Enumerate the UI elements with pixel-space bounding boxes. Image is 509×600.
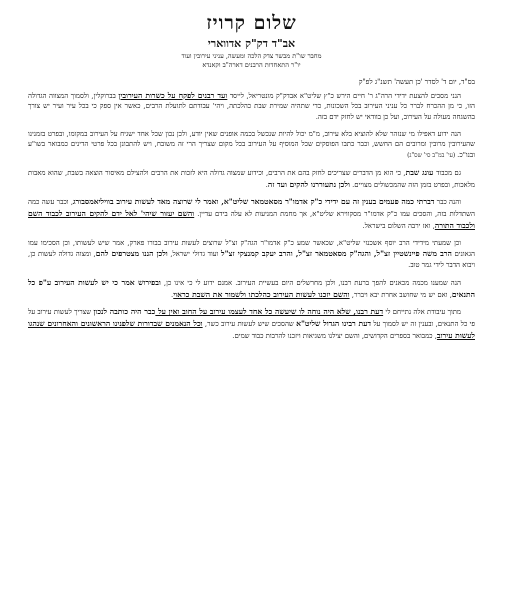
paragraph-text-segment: גם מכבוד: [436, 168, 461, 177]
paragraph-text-segment: מתוך עיבודת אלה נתייחם לי: [383, 308, 462, 317]
paragraph-text-segment: .: [171, 290, 174, 299]
paragraph-text-segment: ובפירוש אמר כי יש לעשות העירוב ע"פ כל התנאים: [28, 277, 475, 299]
paragraph-text-segment: , כי הוא מן הדברים שצריכים לחזק בהם את הרבים, וכידוע שמצוה גדולה היא לזכות את הרבים ולהצילם מאיסור הוצאה בשבת, שהוא מאבות מלאכות, ובפרט בזמן הזה שהמכשולים מצויים.: [28, 168, 475, 189]
paragraph-text-segment: והנה כבר: [434, 198, 461, 207]
paragraph: [28, 238, 475, 271]
paragraph-text-segment: בברוקלין, ולסמוך המצווה הגדולה הזו, כי מן ההכרח לברר כל עניני העירוב בכל השכונות, כדי שתהיה שמירת שבת כהלכתה, ויהי' עבודתם לתועלת הרבים, כאשר אין ספק כי בכל עיר ועיר יש צורך בהשגחה מעולה על העירוב, ועל כן בוודאי יש לחזק ידם בזה.: [28, 91, 475, 121]
letterhead-line-2: יו"ר התאחדות הרבנים דארה"ב וקאנדא: [202, 60, 301, 69]
paragraph-text-segment: הנה שמענו מכמה מכאנים להפך ברעת רבנו, ולכן מחרשלים היום בעשיית העירוב. אמנם ידוע לי כי אינו כן,: [160, 278, 461, 287]
paragraph-text-segment: דעת רבינו הגדול שליט"א: [296, 319, 372, 329]
paragraph-text-segment: , ומצוה גדולה לעשות כן, ויבוא הדבר לידי גמר טוב.: [28, 250, 475, 270]
paragraph-text-segment: והשם יזכנו לעשות העירוב כהלכתו ולשמור את השבת כראוי: [173, 289, 350, 299]
paragraph-text-segment: הנה ידוע דאפילו מי שנזהר שלא להוציא בלא עירוב, מ"מ יכול להיות שנכשל בכמה אופנים שאין יודע, ולכן נכון שכל אחד ישגיח על העירוב במקומו, ובפרט בזמנינו שהעירובין מרובין ומרובים הם החשש, וכבר כתבו הפוסקים שכל המוסיף על העירוב בכל מקום שצריך הרי זה משובח, ויש להתבונן בכל פרטי הדינים כמבואר בשו"ע ובנו"כ.: [28, 129, 475, 160]
paragraph-text-segment: הרב משה פיינשטיין זצ"ל, והגה"ק מסאטמאר זצ"ל, והרב יעקב קמנצקי זצ"ל: [221, 249, 452, 259]
paragraph-text-segment: ועד רבנים לפקח על כשרות העירובין: [118, 90, 228, 100]
paragraph: [28, 129, 475, 161]
paragraph: [28, 196, 475, 231]
letterhead: [28, 12, 475, 70]
paragraph-text-segment: שצריך לעשות עירוב על פי כל התנאים, ובענין זה יש לסמוך על: [28, 308, 476, 329]
letterhead-position: אב"ד דק"ק אדווארי: [207, 37, 296, 50]
paragraph-text-segment: ולכן הננו מצטרפים להם: [95, 249, 168, 259]
paragraph-text-segment: כבר היה כותבה לנכון: [93, 307, 156, 317]
paragraph-text-segment: הנני מסכים להצעת ידידי הרה"ג ר' חיים הירש כ"ץ שליט"א אבדק"ק מונטריאל, לייסד: [227, 91, 461, 100]
letter-body: [28, 90, 475, 342]
paragraph-text-segment: , וכבר עשה כמה השתדלות בזה, והסכים עמו כ"ק אדמו"ר מסקווירא שליט"א, אך מחמת המניעות לא עלה בידם עדיין.: [28, 198, 475, 219]
paragraph: [28, 277, 475, 301]
paragraph-text-segment: דעת רבנו, שלא היה נוחה לו שיעשה כל אחד לעצמו עירוב על החוב ואין על: [155, 307, 384, 317]
letterhead-name: שלום קרויז: [206, 12, 297, 34]
paragraph-text-segment: ועוד גדולי ישראל,: [167, 250, 222, 259]
paragraph: [28, 90, 475, 123]
paragraph-text-segment: ולכן נתעוררנו להקים ועד זה: [267, 179, 350, 189]
paragraph-text-segment: וכן שמעתי מידידי הרב יוסף אשכנזי שליט"א, שכאשר שמע כ"ק אדמו"ר הגה"ק זצ"ל שרוצים לעשות עירוב בבורו פארק, אמר שיש לעשותו, וכן הסכימו עמו הגאונים: [28, 238, 475, 259]
letterhead-line-1: מחבר שו"ת מבשר צדק הלכה ומעשה, עניני עירובין ועוד: [181, 52, 322, 60]
paragraph-text-segment: (עי' במ"ב סי' שס"ג): [407, 152, 458, 160]
paragraph-text-segment: וכל הנאמנים שבדורות שלפנינו הראשונים והאחרונים שנהגו לעשות עירוב: [28, 319, 475, 340]
paragraph-text-segment: .: [265, 180, 268, 189]
paragraph-text-segment: עונג שבת: [405, 167, 437, 177]
date-line: בס"ד, יום ד' לסדר 'כן תעשה' תשנ"ג לפ"ק: [358, 77, 475, 86]
paragraph-text-segment: דברתי כמה פעמים בענין זה עם ידידי כ"ק אדמו"ר מסאטמאר שליט"א, ואמר לי שרוצה מאד לעשות עירוב בוויליאמסבורג: [73, 197, 435, 207]
paragraph-text-segment: , ואז ירבה השלום בישראל.: [362, 221, 435, 230]
paragraph-text-segment: והשם יעזור שיהי' לאל ידם להקים העירוב לכבוד השם ולכבוד התורה: [28, 209, 475, 230]
paragraph-text-segment: שהסכים שיש לעשות עירוב כשר,: [202, 320, 297, 329]
paragraph-text-segment: , ואם יש מי שחושב אחרת יבא ויברר,: [349, 290, 452, 299]
paragraph-text-segment: , כמבואר בספרים הקדושים, והשם יצילנו משגיאות ויזכנו להרבות כבוד שמים.: [232, 331, 437, 340]
paragraph: [28, 167, 475, 191]
paragraph: [28, 306, 475, 341]
